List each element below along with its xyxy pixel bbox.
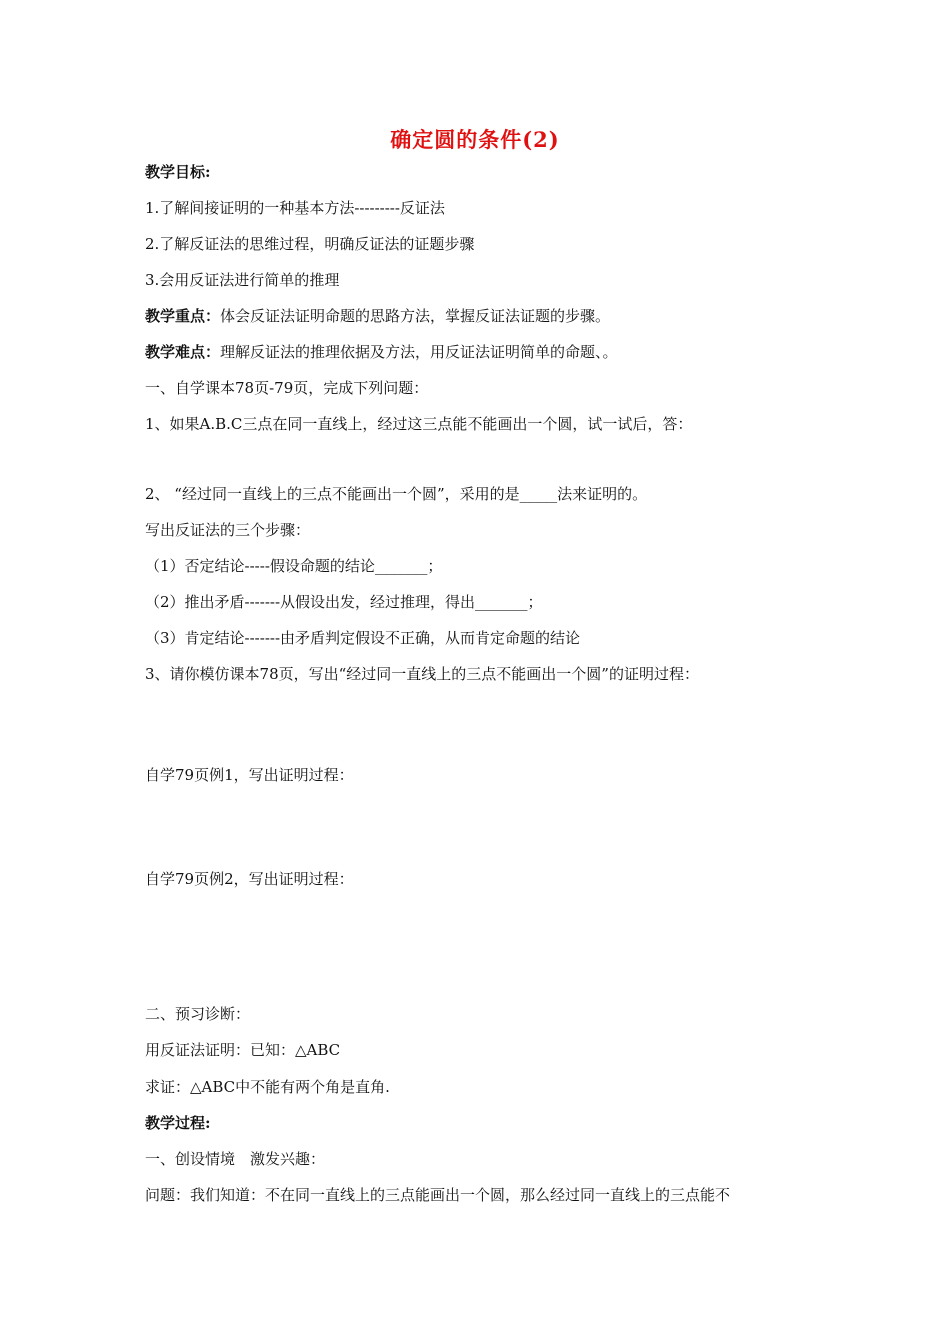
diagnosis-heading: 二、预习诊断： [145,1005,251,1023]
self-study-heading: 一、自学课本78页-79页，完成下列问题： [145,379,429,397]
diagnosis-given: 用反证法证明：已知：△ABC [145,1041,341,1059]
objective-item: 3.会用反证法进行简单的推理 [145,271,340,289]
key-point-line [145,306,610,326]
difficulty-text: 理解反证法的推理依据及方法，用反证法证明简单的命题、。 [220,343,618,361]
diagnosis-prove: 求证：△ABC中不能有两个角是直角. [145,1078,390,1096]
difficulty-label: 教学难点： [145,343,221,361]
step-item: （2）推出矛盾-------从假设出发，经过推理，得出_______； [145,593,543,611]
document-title: 确定圆的条件(2) [390,127,560,152]
example-1-prompt: 自学79页例1，写出证明过程： [145,766,354,784]
example-2-prompt: 自学79页例2，写出证明过程： [145,870,354,888]
key-point-label: 教学重点： [145,307,221,325]
question-1: 1、如果A.B.C三点在同一直线上，经过这三点能不能画出一个圆，试一试后，答： [145,415,693,433]
objective-item: 2.了解反证法的思维过程，明确反证法的证题步骤 [145,235,475,253]
key-point-text: 体会反证法证明命题的思路方法，掌握反证法证题的步骤。 [220,307,611,325]
question-2: 2、 “经过同一直线上的三点不能画出一个圆”，采用的是_____法来证明的。 [145,485,648,503]
objective-item: 1.了解间接证明的一种基本方法---------反证法 [145,199,445,217]
step-item: （3）肯定结论-------由矛盾判定假设不正确，从而肯定命题的结论 [145,629,581,647]
process-question: 问题：我们知道：不在同一直线上的三点能画出一个圆，那么经过同一直线上的三点能不 [145,1186,731,1204]
objectives-heading: 教学目标: [145,163,211,181]
difficulty-line [145,342,618,362]
step-item: （1）否定结论-----假设命题的结论_______； [145,557,443,575]
steps-heading: 写出反证法的三个步骤： [145,521,311,539]
process-section: 一、创设情境 激发兴趣： [145,1150,326,1168]
process-heading: 教学过程: [145,1114,211,1132]
question-3: 3、请你模仿课本78页，写出“经过同一直线上的三点不能画出一个圆”的证明过程： [145,665,699,683]
